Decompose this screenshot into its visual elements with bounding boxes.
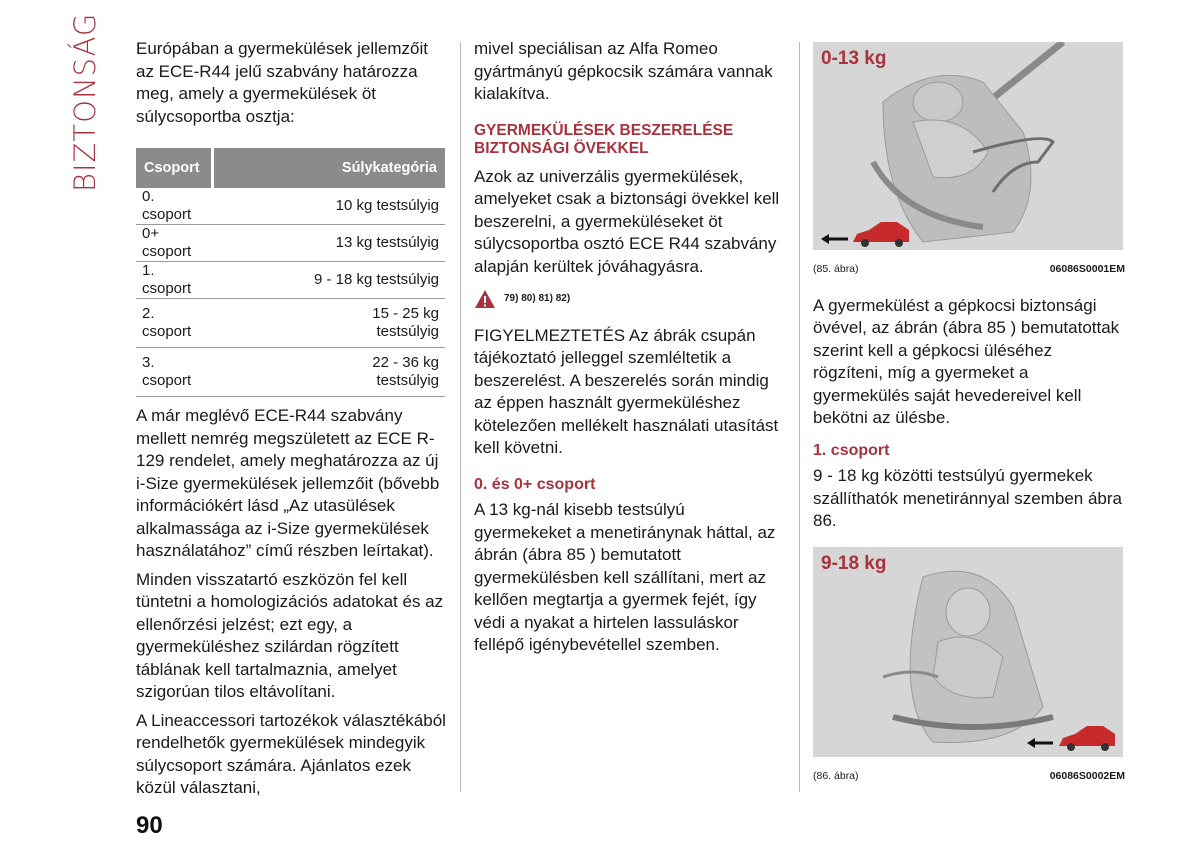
figure-85-code: 06086S0001EM [1049, 263, 1125, 275]
subheading-group-0: 0. és 0+ csoport [474, 475, 596, 493]
table-row [136, 348, 445, 397]
table-cell-group: 2. csoport [136, 299, 212, 348]
paragraph-warning: FIGYELMEZTETÉS Az ábrák csupán tájékoztató jelleggel szemléltetik a beszerelést. A beszerelés során mindig az éppen használt gyermeküléshez kötelezően mellékelt használati utasítást kell követni. [474, 325, 779, 457]
paragraph-lineaccessori: A Lineaccessori tartozékok választékából rendelhetők gyermekülések mindegyik súlycsoport számára. Ajánlatos ezek közül választani, [136, 710, 446, 797]
subheading-group-1: 1. csoport [813, 441, 890, 459]
table-cell-group: 0+ csoport [136, 225, 212, 262]
figure-86-code: 06086S0002EM [1049, 769, 1125, 782]
figure-85 [813, 42, 1123, 250]
paragraph-group-1: 9 - 18 kg közötti testsúlyú gyermekek szállíthatók menetiránnyal szemben ábra 86. [813, 466, 1122, 530]
figure-86-label: 9-18 kg [821, 552, 887, 574]
table-cell-weight: 15 - 25 kg testsúlyig [212, 299, 445, 348]
column-divider [799, 42, 800, 792]
figure-86 [813, 547, 1123, 757]
child-seat-rearward-illustration [813, 42, 1123, 250]
figure-86-caption-row [813, 765, 1125, 788]
column-divider [460, 42, 461, 792]
table-cell-weight: 10 kg testsúlyig [212, 188, 445, 225]
table-row [136, 188, 445, 225]
warning-reference [474, 288, 786, 311]
table-header-weight: Súlykategória [212, 148, 445, 188]
section-side-tab-label: BIZTONSÁG [68, 12, 102, 192]
table-cell-weight: 9 - 18 kg testsúlyig [212, 262, 445, 299]
paragraph-homologation: Minden visszatartó eszközön fel kell tüntetni a homologizációs adatokat és az ellenőrzési jelzést; ezt egy, a gyermeküléshez szilárdan rögzített táblának kell tartalmaznia, amelyet szigorúan tilos eltávolítani. [136, 569, 444, 701]
figure-85-caption: (85. ábra) [813, 263, 859, 275]
column-1 [136, 38, 448, 806]
page-number: 90 [136, 812, 163, 839]
child-seat-forward-illustration [813, 547, 1123, 757]
warning-triangle-icon [474, 289, 496, 309]
table-header-row [136, 148, 445, 188]
paragraph-seat-fastening: A gyermekülést a gépkocsi biztonsági övével, az ábrán (ábra 85 ) bemutatottak szerint kell a gépkocsi üléséhez rögzíteni, míg a gyermeket a gyermekülés saját hevedereivel kell bekötni az ülésbe. [813, 295, 1120, 427]
table-cell-weight: 22 - 36 kg testsúlyig [212, 348, 445, 397]
warning-refs: 79) 80) 81) 82) [504, 293, 571, 304]
figure-85-caption-row [813, 258, 1125, 281]
table-cell-group: 0. csoport [136, 188, 212, 225]
column-3 [813, 38, 1125, 801]
table-row [136, 262, 445, 299]
section-side-tab [58, 12, 108, 192]
driving-direction-car-icon [821, 222, 909, 247]
table-header-group: Csoport [136, 148, 212, 188]
paragraph-continuation: mivel speciálisan az Alfa Romeo gyártmányú gépkocsik számára vannak kialakítva. [474, 39, 773, 103]
paragraph-universal-seats: Azok az univerzális gyermekülések, amelyeket csak a biztonsági övekkel kell beszerelni, a gyermeküléseket öt súlycsoportba osztó ECE R44 szabvány alapján kerültek jóváhagyásra. [474, 166, 780, 276]
section-heading: GYERMEKÜLÉSEK BESZERELÉSE BIZTONSÁGI ÖVEKKEL [474, 121, 734, 157]
paragraph-group-0: A 13 kg-nál kisebb testsúlyú gyermekeket a menetiránynak háttal, az ábrán (ábra 85 ) bemutatott gyermekülésben kell szállítani, mert az kellően megtartja a gyermek fejét, így védi a nyakat a hirtelen lassuláskor fellépő igénybevétellel szemben. [474, 500, 776, 654]
intro-paragraph: Európában a gyermekülések jellemzőit az ECE-R44 jelű szabvány határozza meg, amely a gyermekülések öt súlycsoportba osztja: [136, 39, 428, 126]
driving-direction-car-icon [1027, 726, 1115, 751]
table-cell-group: 1. csoport [136, 262, 212, 299]
weight-group-table [136, 148, 445, 397]
table-cell-group: 3. csoport [136, 348, 212, 397]
table-cell-weight: 13 kg testsúlyig [212, 225, 445, 262]
column-2 [474, 38, 786, 663]
figure-85-label: 0-13 kg [821, 48, 887, 69]
figure-86-caption: (86. ábra) [813, 769, 859, 782]
paragraph-r129: A már meglévő ECE-R44 szabvány mellett nemrég megszületett az ECE R-129 rendelet, amely meghatározza az új i-Size gyermekülések jellemzőit (bővebb információkért lásd „Az utasülések alkalmassága az i-Size gyermekülések használatához” című részben leírtakat). [136, 406, 440, 560]
table-row [136, 299, 445, 348]
table-row [136, 225, 445, 262]
